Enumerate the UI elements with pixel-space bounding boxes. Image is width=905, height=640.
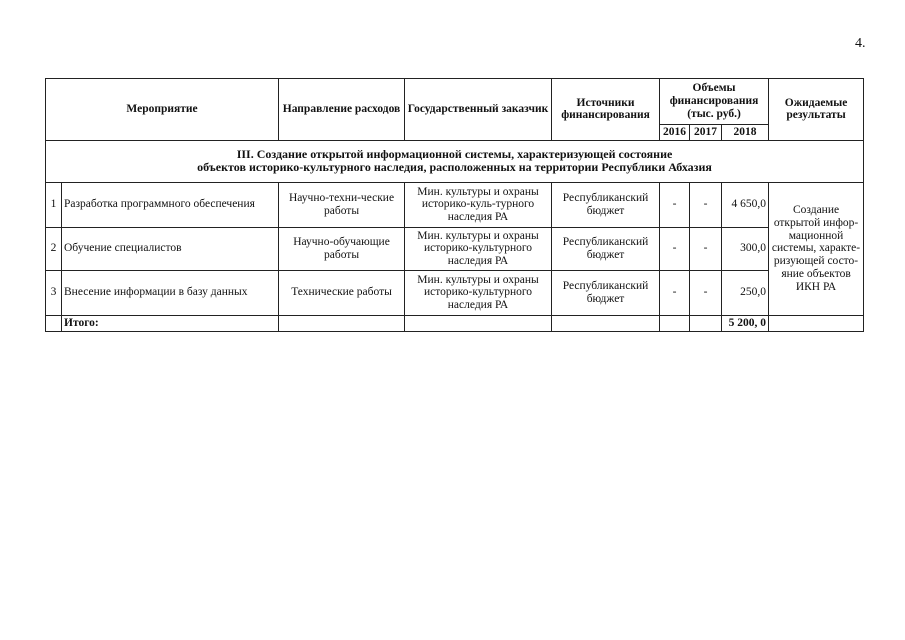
row-value-2018: 4 650,0 [722,182,769,227]
row-direction: Технические работы [279,270,405,315]
section-title-line2: объектов историко-культурного наследия, расположенных на территории Республики Абхазия [197,160,712,175]
row-event: Обучение специалистов [62,227,279,270]
header-year-2016: 2016 [660,125,690,141]
row-number: 3 [46,270,62,315]
row-number: 2 [46,227,62,270]
total-empty-cell [46,315,62,331]
header-customer: Государственный заказчик [405,79,552,141]
total-empty-cell [690,315,722,331]
financing-table [45,78,864,332]
row-value-2016: - [660,270,690,315]
header-sources: Источники финансирования [552,79,660,141]
expected-results: Создание открытой инфор-мационной системы, характе-ризующей состо-яние объектов ИКН РА [769,182,864,315]
total-value-2018: 5 200, 0 [722,315,769,331]
header-year-2017: 2017 [690,125,722,141]
total-empty-cell [769,315,864,331]
row-value-2016: - [660,227,690,270]
header-event: Мероприятие [46,79,279,141]
header-direction: Направление расходов [279,79,405,141]
row-value-2018: 300,0 [722,227,769,270]
table-row [46,270,864,315]
row-source: Республиканский бюджет [552,227,660,270]
row-source: Республиканский бюджет [552,182,660,227]
row-value-2017: - [690,182,722,227]
row-customer: Мин. культуры и охраны историко-культурного наследия РА [405,270,552,315]
row-event: Разработка программного обеспечения [62,182,279,227]
row-direction: Научно-обучающие работы [279,227,405,270]
row-number: 1 [46,182,62,227]
page-number: 4. [855,36,866,51]
table-row [46,182,864,227]
header-results: Ожидаемые результаты [769,79,864,141]
table-row [46,227,864,270]
total-empty-cell [552,315,660,331]
row-value-2017: - [690,270,722,315]
section-title [46,140,864,182]
row-direction: Научно-техни-ческие работы [279,182,405,227]
total-empty-cell [660,315,690,331]
header-year-2018: 2018 [722,125,769,141]
row-customer: Мин. культуры и охраны историко-куль-турного наследия РА [405,182,552,227]
total-empty-cell [405,315,552,331]
row-event: Внесение информации в базу данных [62,270,279,315]
section-title-line1: III. Создание открытой информационной системы, характеризующей состояние [236,146,673,161]
total-row [46,315,864,331]
total-label: Итого: [62,315,279,331]
row-source: Республиканский бюджет [552,270,660,315]
row-customer: Мин. культуры и охраны историко-культурного наследия РА [405,227,552,270]
header-volumes: Объемы финансирования (тыс. руб.) [660,79,769,125]
row-value-2016: - [660,182,690,227]
row-value-2017: - [690,227,722,270]
total-empty-cell [279,315,405,331]
row-value-2018: 250,0 [722,270,769,315]
